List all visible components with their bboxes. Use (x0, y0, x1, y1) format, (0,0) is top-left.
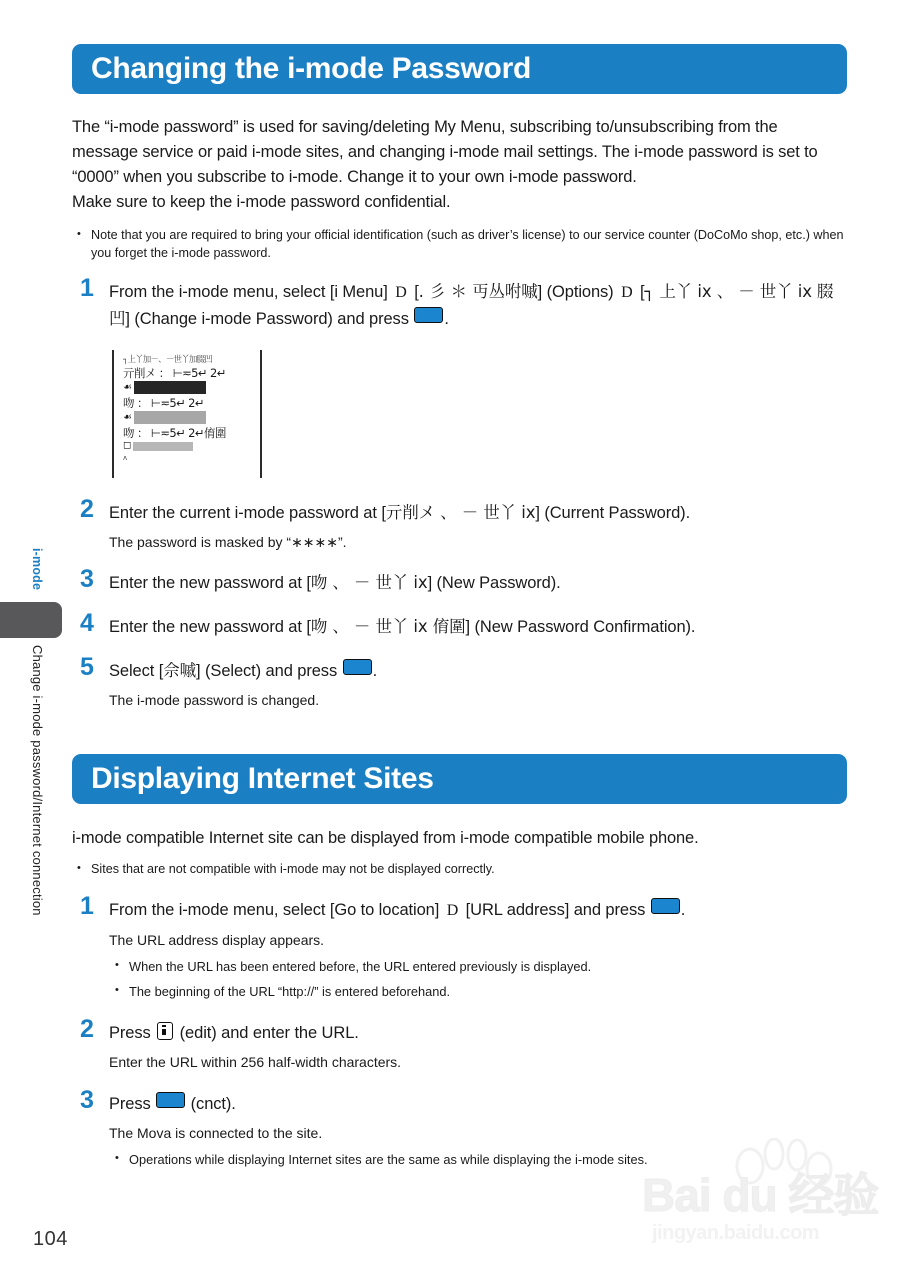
select-key-icon (414, 307, 443, 323)
note-item: • Sites that are not compatible with i-mode may not be displayed correctly. (72, 860, 847, 878)
step-text-part-a: Select [ (109, 662, 164, 680)
caret-icon: ◻ (123, 440, 132, 451)
step-text (109, 658, 847, 684)
step-text-part-d: [ (640, 283, 645, 301)
step-2-password (72, 495, 847, 552)
step-text (109, 897, 847, 924)
step-1-password (72, 274, 847, 332)
arrow-icon: D (446, 902, 459, 919)
section1-note-list (72, 226, 847, 262)
select-key-icon (156, 1092, 185, 1108)
step-text-part-c: ] (Options) (537, 283, 614, 301)
phone-screen-illustration (112, 350, 262, 478)
page-content (72, 0, 847, 1169)
screen-title: ┐上丫加－、－世丫加腏凹 (123, 355, 213, 365)
screen-input-box-filled (134, 381, 206, 394)
step-text (109, 1091, 847, 1117)
step-text-part-a: Press (109, 1095, 151, 1113)
step-text-part-c: . (372, 662, 378, 680)
step-4-password (72, 609, 847, 640)
step-text-part-c: . (680, 901, 686, 919)
step-text (109, 570, 847, 596)
side-label-chapter: Change i-mode password/Internet connection (30, 645, 45, 916)
step-text-part-b: (edit) and enter the URL. (179, 1024, 359, 1042)
step-subtext: The password is masked by “∗∗∗∗”. (109, 534, 347, 550)
step-note-list (109, 1150, 847, 1169)
step-text-cjk: 吻 、 － 世丫 ix 俼圍 (310, 617, 466, 636)
caret-icon: ☙ (123, 381, 132, 393)
section-heading-password (72, 44, 847, 94)
step-text-cjk-d: ┐ 上丫 ix 、 － 世丫 ix 腏凹 (109, 282, 834, 328)
screen-label-new: 吻 ： ⊢≂5↵ 2↵ (123, 396, 204, 410)
section-heading-internet (72, 754, 847, 804)
step-text-part-b: (cnct). (190, 1095, 236, 1113)
intro-paragraph-2: Make sure to keep the i-mode password confidential. (72, 193, 451, 211)
step-text-cjk: 佘嘁 (163, 661, 197, 680)
step-text-part-b: [URL address] and press (465, 901, 646, 919)
screen-figure-wrap (72, 350, 847, 478)
step-text-part-a: From the i-mode menu, select [Go to location] (109, 901, 440, 919)
watermark-subtext: jingyan.baidu.com (652, 1222, 820, 1244)
step-text-part-e: ] (Change i-mode Password) and press (125, 310, 409, 328)
screen-label-confirm: 吻 ： ⊢≂5↵ 2↵俼圍 (123, 426, 226, 440)
step-1-internet (72, 892, 847, 1001)
step-note-item: • The beginning of the URL “http://” is entered beforehand. (109, 982, 847, 1001)
step-3-internet (72, 1086, 847, 1169)
intro-paragraph: The “i-mode password” is used for saving/deleting My Menu, subscribing to/unsubscribing from the message service or paid i-mode sites, and changing i-mode mail settings. The i-mode password is set to “0000” when you subscribe to i-mode. Change it to your own i-mode password. (72, 118, 818, 186)
step-text-part-b: ] (New Password). (427, 574, 561, 592)
step-note-item: • When the URL has been entered before, the URL entered previously is displayed. (109, 957, 847, 976)
step-text (109, 614, 847, 640)
section-title-text: Changing the i-mode Password (91, 52, 531, 85)
section-title-text: Displaying Internet Sites (91, 762, 434, 795)
step-text-part-a: Press (109, 1024, 151, 1042)
step-2-internet (72, 1015, 847, 1072)
step-text (109, 279, 847, 332)
step-3-password (72, 565, 847, 596)
step-text-cjk-b: . 彡 ＊ 丏丛咐嘁 (418, 282, 538, 301)
step-text-part-a: From the i-mode menu, select [i Menu] (109, 283, 388, 301)
step-subtext: Enter the URL within 256 half-width characters. (109, 1054, 402, 1070)
step-number: 5 (80, 653, 94, 681)
side-label-imode: i-mode (30, 548, 44, 591)
screen-label-current: 亓削メ ： ⊢≂5↵ 2↵ (123, 366, 226, 380)
side-index-tab (0, 602, 62, 638)
step-number: 1 (80, 892, 94, 920)
note-item: • Note that you are required to bring your official identification (such as driver’s license) to our service counter (DoCoMo shop, etc.) when you forget the i-mode password. (72, 226, 847, 262)
step-note-item: • Operations while displaying Internet sites are the same as while displaying the i-mode sites. (109, 1150, 847, 1169)
step-text-part-f: . (444, 310, 449, 328)
i-key-icon (157, 1022, 173, 1040)
step-text-part-a: Enter the new password at [ (109, 618, 311, 636)
section2-note-list (72, 860, 847, 878)
step-number: 4 (80, 609, 94, 637)
select-key-icon (343, 659, 372, 675)
step-subtext: The URL address display appears. (109, 932, 325, 948)
step-number: 2 (80, 495, 94, 523)
step-text-cjk: 亓削メ 、 － 世丫 ix (385, 503, 536, 522)
watermark-text: Bai du 经验 (642, 1169, 879, 1221)
step-text-part-a: Enter the current i-mode password at [ (109, 504, 386, 522)
step-text-part-b: [ (414, 283, 419, 301)
caret-icon: ☙ (123, 411, 132, 423)
select-key-icon (651, 898, 680, 914)
step-text-part-a: Enter the new password at [ (109, 574, 311, 592)
step-number: 2 (80, 1015, 94, 1043)
screen-input-current (123, 381, 254, 394)
step-subtext: The i-mode password is changed. (109, 692, 320, 708)
arrow-icon: D (395, 284, 407, 301)
step-number: 1 (80, 274, 94, 302)
step-subtext: The Mova is connected to the site. (109, 1125, 323, 1141)
screen-footer-mark: ʌ (123, 454, 128, 462)
step-number: 3 (80, 565, 94, 593)
step-number: 3 (80, 1086, 94, 1114)
screen-input-box-empty (134, 411, 206, 424)
step-text-part-b: ] (Select) and press (196, 662, 338, 680)
step-text-part-b: ] (New Password Confirmation). (465, 618, 696, 636)
screen-input-box-small (133, 442, 193, 451)
page-number: 104 (33, 1228, 68, 1250)
step-text (109, 500, 847, 526)
screen-input-new (123, 411, 254, 424)
arrow-icon: D (621, 284, 633, 301)
side-index-rail (0, 0, 72, 1280)
step-text (109, 1020, 847, 1046)
section2-intro: i-mode compatible Internet site can be displayed from i-mode compatible mobile phone. (72, 829, 699, 847)
step-5-password (72, 653, 847, 710)
step-text-part-b: ] (Current Password). (535, 504, 691, 522)
screen-input-confirm (123, 441, 254, 451)
step-text-cjk: 吻 、 － 世丫 ix (310, 573, 428, 592)
step-note-list (109, 957, 847, 1001)
